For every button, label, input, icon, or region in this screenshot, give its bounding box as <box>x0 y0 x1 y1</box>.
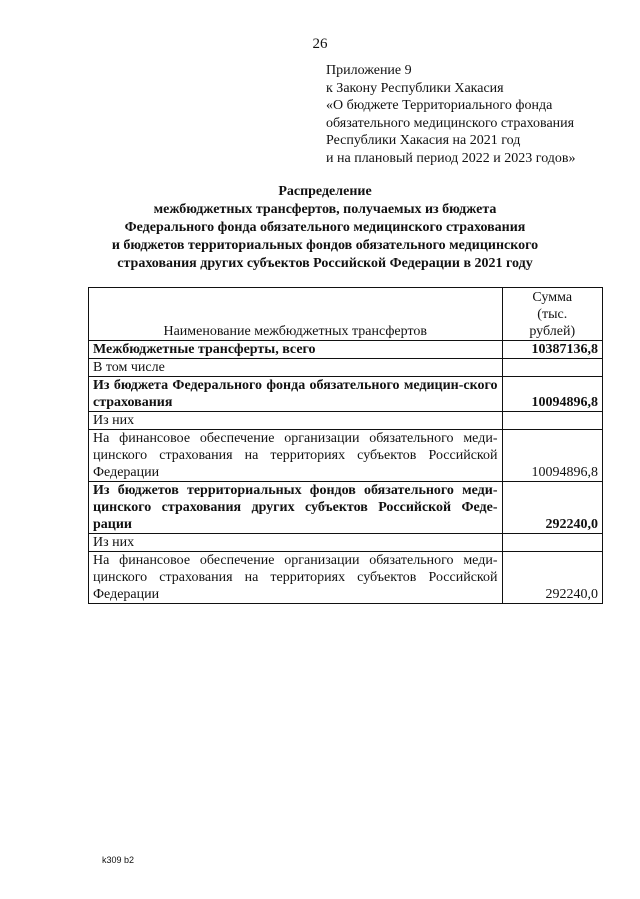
table-row <box>89 552 603 604</box>
row-name: Межбюджетные трансферты, всего <box>89 341 503 359</box>
appendix-line: обязательного медицинского страхования <box>326 115 575 131</box>
title-line: Распределение <box>278 184 372 199</box>
row-name: В том числе <box>89 359 503 377</box>
row-name: На финансовое обеспечение организации обязательного меди-цинского страхования на территориях субъектов Российской Федерации <box>89 552 503 604</box>
appendix-line: к Закону Республики Хакасия <box>326 80 504 96</box>
row-name: Из них <box>89 534 503 552</box>
row-name: На финансовое обеспечение организации обязательного меди-цинского страхования на территориях субъектов Российской Федерации <box>89 430 503 482</box>
page-number: 26 <box>312 36 328 52</box>
title-line: и бюджетов территориальных фондов обязательного медицинского <box>111 238 539 253</box>
table-row <box>89 412 603 430</box>
header-sum-line: (тыс. <box>537 307 568 322</box>
row-sum <box>502 534 603 552</box>
header-sum-line: рублей) <box>529 324 576 339</box>
table-header-row <box>89 288 603 341</box>
row-name: Из бюджетов территориальных фондов обязательного меди-цинского страхования других субъектов Российской Феде-рации <box>89 482 503 534</box>
appendix-line: Республики Хакасия на 2021 год <box>326 133 521 148</box>
transfers-table <box>88 287 603 604</box>
document-title <box>80 183 570 273</box>
footer-code: k309 b2 <box>102 855 135 865</box>
table-row-federal <box>89 377 603 412</box>
row-sum: 10094896,8 <box>502 377 603 412</box>
table-row <box>89 430 603 482</box>
row-sum: 292240,0 <box>502 552 603 604</box>
row-name: Из бюджета Федерального фонда обязательного медицин-ского страхования <box>89 377 503 412</box>
table-row-total <box>89 341 603 359</box>
row-sum: 292240,0 <box>502 482 603 534</box>
row-sum <box>502 359 603 377</box>
header-name: Наименование межбюджетных трансфертов <box>89 288 503 341</box>
header-sum <box>502 288 603 341</box>
row-sum: 10094896,8 <box>502 430 603 482</box>
appendix-header <box>326 62 626 167</box>
header-sum-line: Сумма <box>532 290 573 305</box>
row-sum: 10387136,8 <box>502 341 603 359</box>
row-name: Из них <box>89 412 503 430</box>
title-line: Федерального фонда обязательного медицинского страхования <box>124 220 526 235</box>
table-row-territorial <box>89 482 603 534</box>
table-row <box>89 359 603 377</box>
title-line: межбюджетных трансфертов, получаемых из бюджета <box>153 202 497 217</box>
appendix-line: Приложение 9 <box>326 63 412 78</box>
table-row <box>89 534 603 552</box>
appendix-line: «О бюджете Территориального фонда <box>326 98 553 113</box>
row-sum <box>502 412 603 430</box>
title-line: страхования других субъектов Российской Федерации в 2021 году <box>117 256 533 271</box>
appendix-line: и на плановый период 2022 и 2023 годов» <box>326 150 576 166</box>
